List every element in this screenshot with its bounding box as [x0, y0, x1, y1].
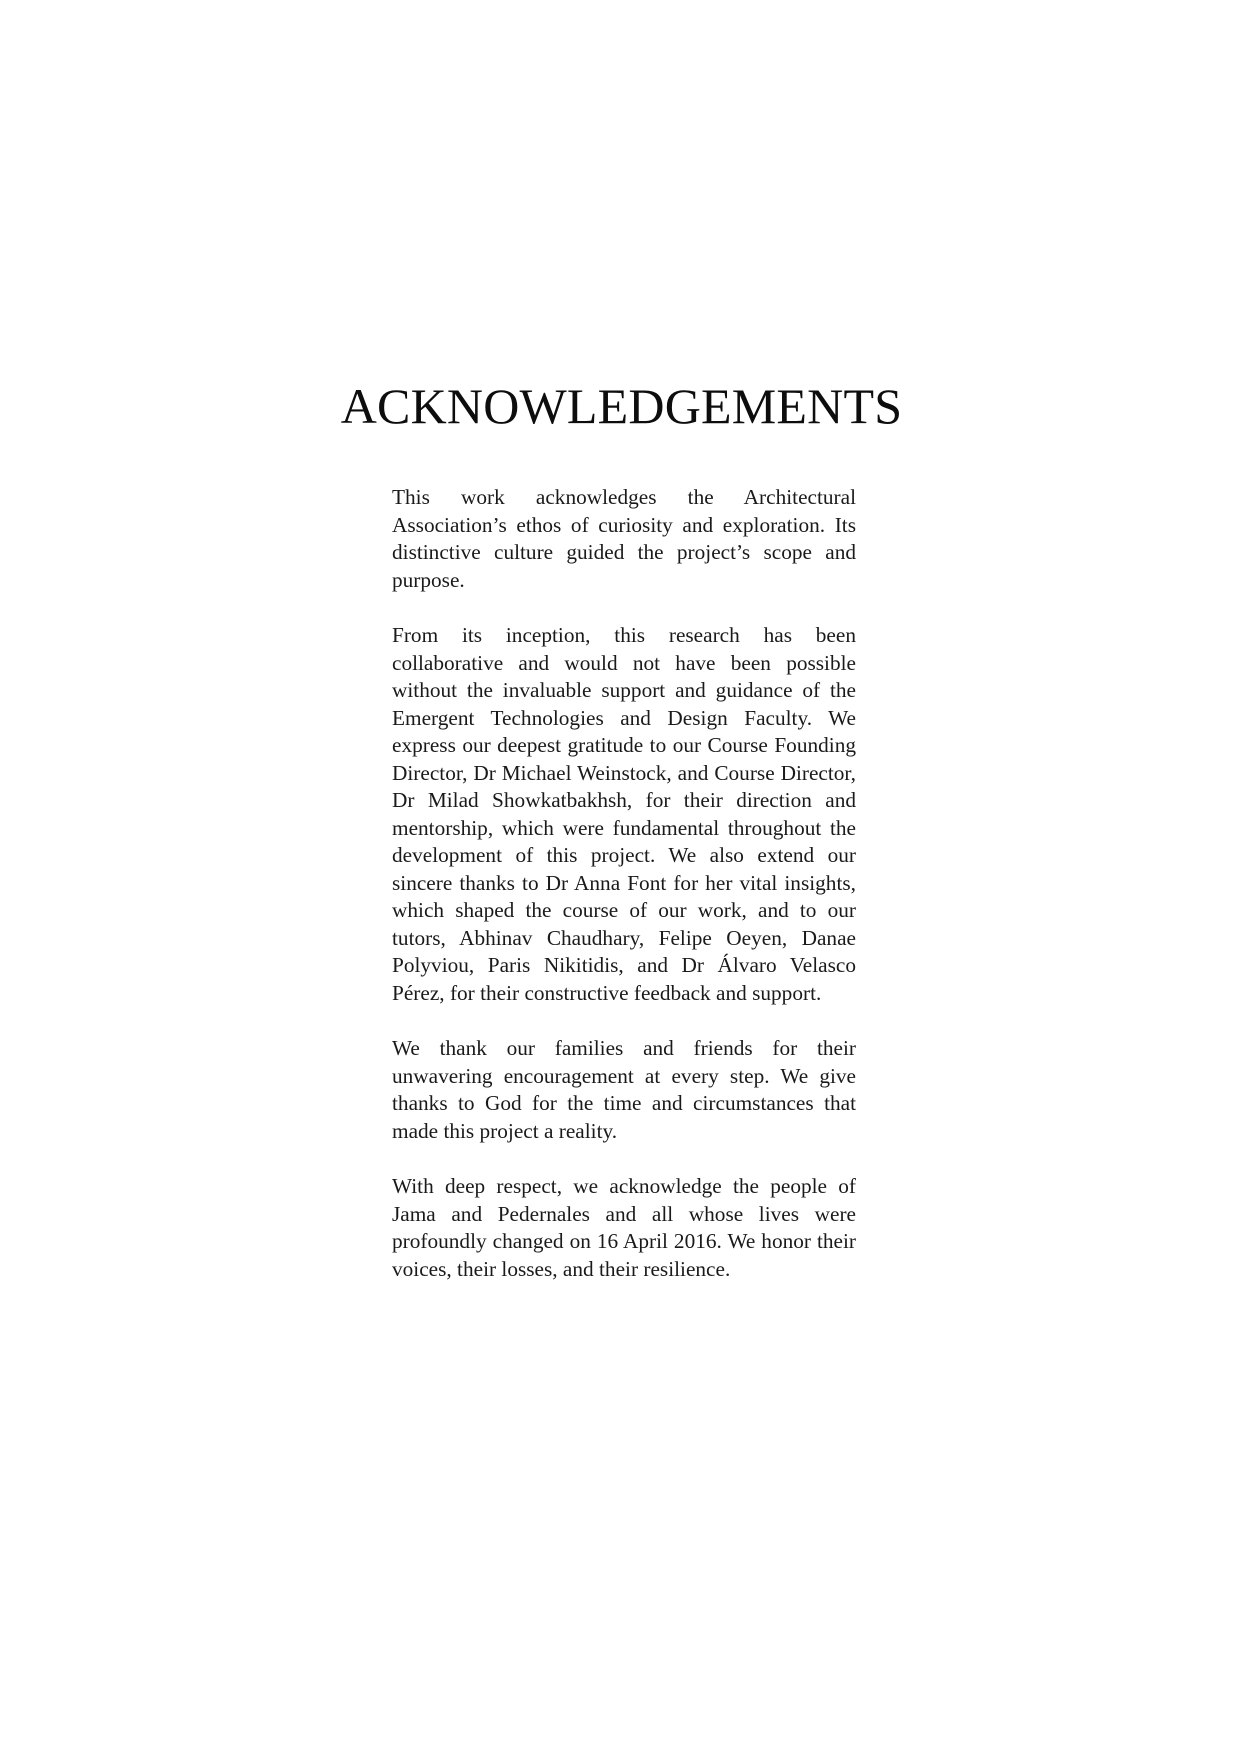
page-title: ACKNOWLEDGEMENTS — [340, 378, 903, 434]
paragraph-faculty-thanks: From its inception, this research has been collaborative and would not have been possible without the invaluable support and guidance of the Emergent Technologies and Design Faculty. We express our deepest gratitude to our Course Founding Director, Dr Michael Weinstock, and Course Director, Dr Milad Showkatbakhsh, for their direction and mentorship, which were fundamental throughout the development of this project. We also extend our sincere thanks to Dr Anna Font for her vital insights, which shaped the course of our work, and to our tutors, Abhinav Chaudhary, Felipe Oeyen, Danae Polyviou, Paris Nikitidis, and Dr Álvaro Velasco Pérez, for their constructive feedback and support. — [392, 623, 856, 1005]
acknowledgements-body — [392, 484, 856, 1311]
paragraph-family-thanks: We thank our families and friends for their unwavering encouragement at every step. We give thanks to God for the time and circumstances that made this project a reality. — [392, 1036, 856, 1143]
paragraph-jama-pedernales: With deep respect, we acknowledge the people of Jama and Pedernales and all whose lives were profoundly changed on 16 April 2016. We honor their voices, their losses, and their resilience. — [392, 1174, 856, 1281]
paragraph-aa-ethos: This work acknowledges the Architectural Association’s ethos of curiosity and exploration. Its distinctive culture guided the project’s scope and purpose. — [392, 485, 856, 592]
